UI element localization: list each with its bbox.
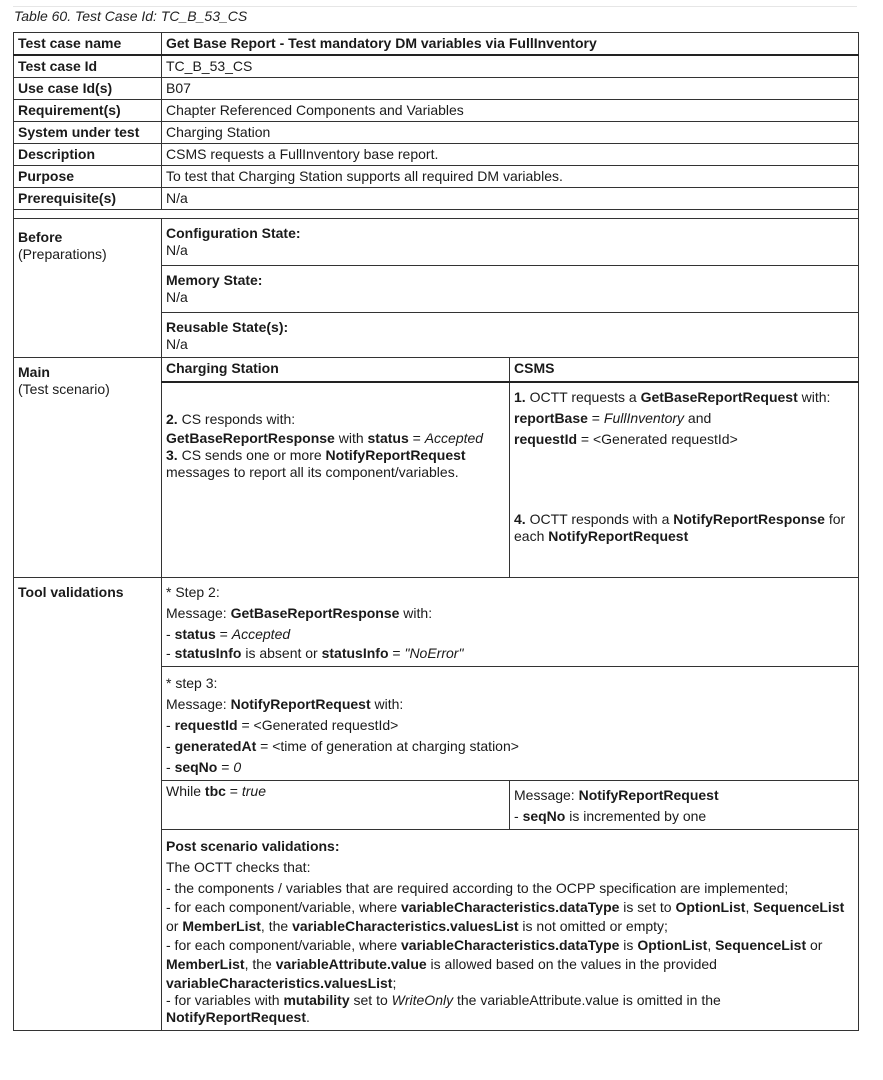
field-name: mutability [283, 992, 350, 1008]
tv-step3-line1 [166, 715, 855, 736]
tv-step2-message [166, 603, 855, 624]
field-name: variableCharacteristics.valuesList [292, 918, 519, 934]
post-check-4-end [166, 1009, 855, 1026]
field-name: status [367, 430, 409, 446]
message-name: GetBaseReportResponse [230, 605, 400, 621]
cs-step-2-detail [166, 430, 506, 447]
label-use-case-ids: Use case Id(s) [14, 78, 162, 100]
label-test-case-id: Test case Id [14, 55, 162, 78]
text: = [215, 626, 232, 642]
post-check-3-cont [166, 954, 855, 975]
text: - for variables with [166, 992, 284, 1008]
field-value: = <Generated requestId> [577, 431, 738, 447]
top-rule [13, 6, 857, 7]
spacer-row [14, 210, 859, 219]
text: = <Generated requestId> [237, 717, 399, 733]
field-value: 0 [233, 759, 242, 775]
tv-step3-line3 [166, 757, 855, 778]
csms-step-1-requestid [514, 429, 855, 450]
message-name: GetBaseReportResponse [166, 430, 335, 446]
field-name: reportBase [514, 410, 588, 426]
reusable-state-value: N/a [166, 336, 188, 352]
cs-step-3 [166, 447, 506, 464]
before-title: Before [18, 229, 63, 245]
text: , [745, 899, 754, 915]
text: and [684, 410, 712, 426]
value-requirements: Chapter Referenced Components and Variables [162, 100, 859, 122]
message-name: NotifyReportRequest [166, 1009, 307, 1025]
message-name: NotifyReportRequest [548, 528, 689, 544]
value-purpose: To test that Charging Station supports all required DM variables. [162, 166, 859, 188]
tv-step2-title: * Step 2: [166, 584, 220, 600]
cs-step-3-rest: messages to report all its component/variables. [166, 464, 459, 480]
col-header-charging-station: Charging Station [162, 358, 510, 383]
step-text: OCTT responds with a [525, 511, 674, 527]
label-before [14, 219, 162, 358]
label-requirements: Requirement(s) [14, 100, 162, 122]
text: Message: [514, 787, 579, 803]
field-value: SequenceList [753, 899, 845, 915]
text: While [166, 783, 205, 799]
field-value: OptionList [637, 937, 708, 953]
field-name: requestId [514, 431, 578, 447]
tv-post-cell [162, 830, 859, 1031]
csms-step-4-rest [514, 528, 855, 545]
csms-step-4 [514, 511, 855, 528]
value-use-case-ids: B07 [162, 78, 859, 100]
configuration-state-value: N/a [166, 242, 188, 258]
text: - [166, 759, 175, 775]
tv-step3-cell [162, 667, 859, 781]
label-description: Description [14, 144, 162, 166]
text: for [824, 511, 846, 527]
memory-state-title: Memory State: [166, 272, 263, 288]
text: = <time of generation at charging station> [256, 738, 519, 754]
cs-steps-cell [162, 382, 510, 578]
text: - [166, 626, 175, 642]
tv-loop-line [514, 806, 855, 827]
configuration-state-title: Configuration State: [166, 225, 301, 241]
text: Message: [166, 696, 231, 712]
text: is incremented by one [565, 808, 707, 824]
before-subtitle: (Preparations) [18, 246, 107, 262]
message-name: NotifyReportResponse [673, 511, 825, 527]
value-description: CSMS requests a FullInventory base report. [162, 144, 859, 166]
field-value: "NoError" [404, 645, 464, 661]
field-name: statusInfo [174, 645, 242, 661]
text: - [514, 808, 523, 824]
text: with: [399, 605, 433, 621]
main-title: Main [18, 364, 50, 380]
field-value: MemberList [166, 956, 245, 972]
field-value: FullInventory [603, 410, 685, 426]
tv-step2-cell [162, 578, 859, 667]
text: is not omitted or empty; [518, 918, 668, 934]
field-value: SequenceList [715, 937, 807, 953]
test-case-table [13, 32, 859, 1031]
post-check-4 [166, 992, 855, 1009]
field-name: variableCharacteristics.dataType [401, 899, 620, 915]
text: = [388, 645, 405, 661]
text: - for each component/variable, where [166, 899, 402, 915]
step-text: CS sends one or more [177, 447, 326, 463]
step-text: OCTT requests a [525, 389, 641, 405]
message-name: GetBaseReportRequest [640, 389, 798, 405]
post-check-3-end [166, 975, 855, 992]
step-number: 2. [166, 411, 178, 427]
text: is absent or [241, 645, 322, 661]
row-tv-step2 [14, 578, 859, 667]
field-value: true [241, 783, 266, 799]
post-check-2 [166, 899, 855, 916]
row-test-case-name [14, 33, 859, 56]
row-system-under-test [14, 122, 859, 144]
text: is allowed based on the values in the provided [426, 956, 717, 972]
row-description [14, 144, 859, 166]
text: , [707, 937, 716, 953]
row-use-case-ids [14, 78, 859, 100]
reusable-state-title: Reusable State(s): [166, 319, 289, 335]
text: Message: [166, 605, 231, 621]
post-check-1: - the components / variables that are required according to the OCPP specification are implemented; [166, 880, 789, 896]
field-value: WriteOnly [391, 992, 454, 1008]
row-requirements [14, 100, 859, 122]
field-name: variableCharacteristics.valuesList [166, 975, 393, 991]
memory-state-value: N/a [166, 289, 188, 305]
text: set to [349, 992, 392, 1008]
text: is [619, 937, 638, 953]
text: - [166, 717, 175, 733]
field-value: MemberList [182, 918, 261, 934]
tv-step2-line2 [166, 645, 855, 662]
tv-step3-line2 [166, 736, 855, 757]
col-header-csms: CSMS [510, 358, 859, 383]
text: - [166, 738, 175, 754]
text: = [225, 783, 242, 799]
gap [514, 450, 855, 511]
field-name: seqNo [522, 808, 566, 824]
field-name: seqNo [174, 759, 218, 775]
configuration-state-cell [162, 219, 859, 266]
main-subtitle: (Test scenario) [18, 381, 110, 397]
tv-step3-message [166, 694, 855, 715]
tv-step2-line1 [166, 624, 855, 645]
text: . [306, 1009, 310, 1025]
tv-loop-message-cell [510, 781, 859, 830]
field-name: status [174, 626, 216, 642]
text: or [806, 937, 823, 953]
label-system-under-test: System under test [14, 122, 162, 144]
field-name: tbc [204, 783, 226, 799]
text: ; [392, 975, 397, 991]
text: - for each component/variable, where [166, 937, 402, 953]
text: with: [370, 696, 404, 712]
post-intro: The OCTT checks that: [166, 859, 311, 875]
field-name: requestId [174, 717, 238, 733]
cs-step-2 [166, 409, 506, 430]
field-name: statusInfo [321, 645, 389, 661]
text: each [514, 528, 549, 544]
row-main-header [14, 358, 859, 383]
row-test-case-id [14, 55, 859, 78]
step-number: 4. [514, 511, 526, 527]
value-system-under-test: Charging Station [162, 122, 859, 144]
value-prerequisites: N/a [162, 188, 859, 210]
message-name: NotifyReportRequest [230, 696, 371, 712]
memory-state-cell [162, 266, 859, 313]
text: the variableAttribute.value is omitted in the [453, 992, 721, 1008]
row-before-config [14, 219, 859, 266]
field-name: generatedAt [174, 738, 257, 754]
spacer-cell [14, 210, 859, 219]
text: = [408, 430, 425, 446]
label-test-case-name: Test case name [14, 33, 162, 56]
field-name: variableCharacteristics.dataType [401, 937, 620, 953]
row-purpose [14, 166, 859, 188]
row-prerequisites [14, 188, 859, 210]
text: with [334, 430, 368, 446]
tv-loop-condition-cell [162, 781, 510, 830]
label-main [14, 358, 162, 578]
field-value: Accepted [424, 430, 484, 446]
text: , the [244, 956, 276, 972]
label-tool-validations: Tool validations [14, 578, 162, 1031]
post-check-2-cont [166, 916, 855, 937]
tv-loop-message [514, 785, 855, 806]
csms-step-1 [514, 387, 855, 408]
field-value: Accepted [231, 626, 291, 642]
value-test-case-name: Get Base Report - Test mandatory DM variables via FullInventory [162, 33, 859, 56]
csms-step-1-reportbase [514, 408, 855, 429]
text: with: [797, 389, 831, 405]
text: = [587, 410, 604, 426]
step-number: 1. [514, 389, 526, 405]
text: , the [260, 918, 293, 934]
step-number: 3. [166, 447, 178, 463]
table-caption: Table 60. Test Case Id: TC_B_53_CS [14, 8, 248, 24]
message-name: NotifyReportRequest [325, 447, 466, 463]
post-check-3 [166, 937, 855, 954]
text: is set to [619, 899, 676, 915]
text: or [166, 918, 183, 934]
post-title: Post scenario validations: [166, 838, 340, 854]
field-value: OptionList [675, 899, 746, 915]
text: - [166, 645, 175, 661]
value-test-case-id: TC_B_53_CS [162, 55, 859, 78]
text: = [217, 759, 234, 775]
field-name: variableAttribute.value [275, 956, 427, 972]
tv-step3-title: * step 3: [166, 675, 218, 691]
reusable-state-cell [162, 313, 859, 358]
message-name: NotifyReportRequest [578, 787, 719, 803]
label-prerequisites: Prerequisite(s) [14, 188, 162, 210]
step-text: CS responds with: [177, 411, 296, 427]
csms-steps-cell [510, 382, 859, 578]
label-purpose: Purpose [14, 166, 162, 188]
